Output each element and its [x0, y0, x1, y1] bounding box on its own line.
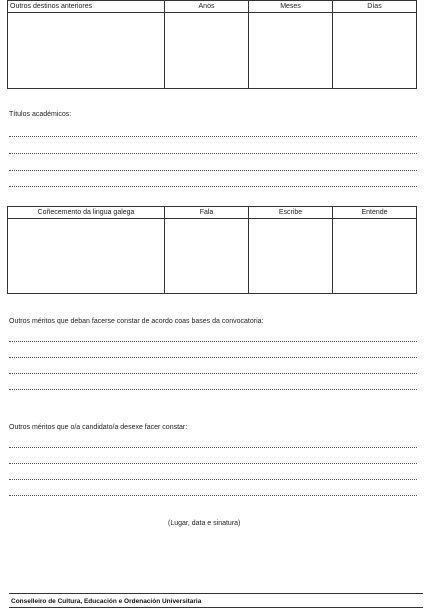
- footer-text: Conselleiro de Cultura, Educación e Ordenación Universitaria: [11, 598, 202, 605]
- speaks-cell[interactable]: [165, 219, 249, 294]
- dotted-line[interactable]: [9, 373, 417, 374]
- previous-destinations-table: [7, 0, 417, 89]
- galician-language-table: [7, 206, 417, 294]
- years-cell[interactable]: [165, 13, 249, 89]
- dotted-line[interactable]: [9, 186, 417, 187]
- dotted-line[interactable]: [9, 153, 417, 154]
- writes-cell[interactable]: [249, 219, 333, 294]
- table-header-galician: Coñecemento da lingua galega: [8, 207, 165, 219]
- dotted-line[interactable]: [9, 447, 417, 448]
- merits-candidate-label: Outros méritos que o/a candidato/a desexe facer constar:: [9, 424, 188, 431]
- days-cell[interactable]: [333, 13, 417, 89]
- dotted-line[interactable]: [9, 479, 417, 480]
- months-cell[interactable]: [249, 13, 333, 89]
- academic-titles-label: Títulos académicos:: [9, 111, 72, 118]
- dotted-line[interactable]: [9, 389, 417, 390]
- dotted-line[interactable]: [9, 136, 417, 137]
- destinations-cell[interactable]: [8, 13, 165, 89]
- signature-label: (Lugar, data e sinatura): [168, 520, 241, 527]
- table-header-months: Meses: [249, 1, 333, 13]
- dotted-line[interactable]: [9, 495, 417, 496]
- table-header-destinations: Outros destinos anteriores: [8, 1, 165, 13]
- table-header-writes: Escribe: [249, 207, 333, 219]
- dotted-line[interactable]: [9, 170, 417, 171]
- understands-cell[interactable]: [333, 219, 417, 294]
- footer-divider: [9, 607, 423, 608]
- galician-cell[interactable]: [8, 219, 165, 294]
- dotted-line[interactable]: [9, 357, 417, 358]
- table-header-years: Anos: [165, 1, 249, 13]
- dotted-line[interactable]: [9, 463, 417, 464]
- dotted-line[interactable]: [9, 341, 417, 342]
- merits-call-label: Outros méritos que deban facerse constar de acordo coas bases da convocatoria:: [9, 318, 264, 325]
- footer-divider: [9, 593, 423, 594]
- table-header-speaks: Fala: [165, 207, 249, 219]
- table-header-days: Días: [333, 1, 417, 13]
- table-header-understands: Entende: [333, 207, 417, 219]
